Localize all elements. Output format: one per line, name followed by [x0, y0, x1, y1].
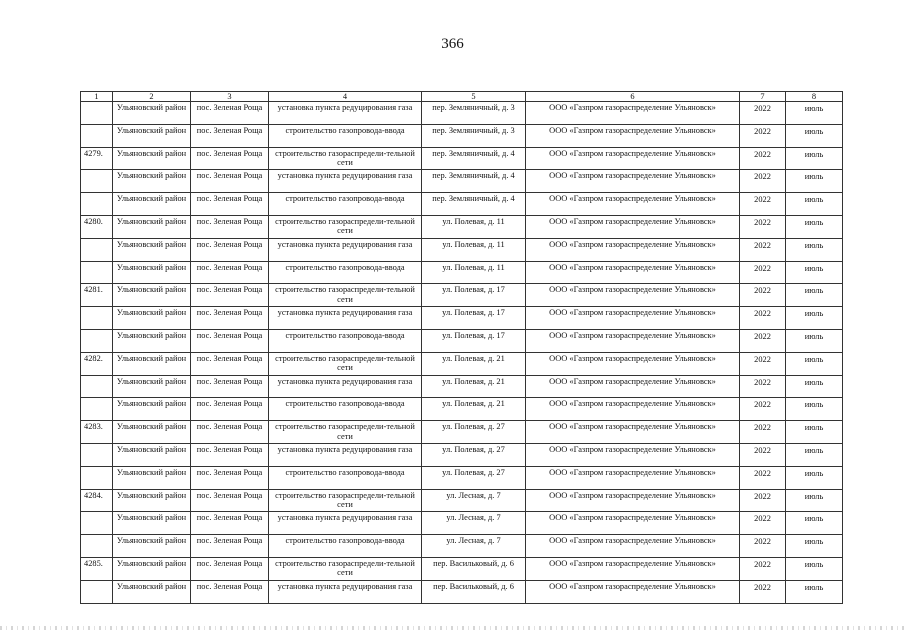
address-cell: пер. Земляничный, д. 4	[422, 170, 526, 193]
row-number-cell: 4279.	[81, 147, 113, 170]
month-cell: июль	[786, 443, 843, 466]
address-cell: ул. Полевая, д. 21	[422, 352, 526, 375]
organization-cell: ООО «Газпром газораспределение Ульяновск»	[526, 512, 740, 535]
month-cell: июль	[786, 421, 843, 444]
table-row	[81, 307, 843, 330]
month-cell: июль	[786, 102, 843, 125]
row-number-cell	[81, 329, 113, 352]
work-type-cell: строительство газораспредели-тельной сети	[269, 284, 422, 307]
address-cell: ул. Полевая, д. 27	[422, 466, 526, 489]
organization-cell: ООО «Газпром газораспределение Ульяновск»	[526, 443, 740, 466]
settlement-cell: пос. Зеленая Роща	[191, 352, 269, 375]
settlement-cell: пос. Зеленая Роща	[191, 147, 269, 170]
table-row	[81, 466, 843, 489]
address-cell: ул. Полевая, д. 27	[422, 421, 526, 444]
row-number-cell	[81, 512, 113, 535]
row-number-cell: 4284.	[81, 489, 113, 512]
work-type-cell: установка пункта редуцирования газа	[269, 512, 422, 535]
table-row	[81, 512, 843, 535]
table-row	[81, 421, 843, 444]
month-cell: июль	[786, 329, 843, 352]
month-cell: июль	[786, 215, 843, 238]
work-type-cell: установка пункта редуцирования газа	[269, 443, 422, 466]
settlement-cell: пос. Зеленая Роща	[191, 512, 269, 535]
table-row	[81, 193, 843, 216]
row-number-cell	[81, 102, 113, 125]
district-cell: Ульяновский район	[113, 102, 191, 125]
work-type-cell: установка пункта редуцирования газа	[269, 238, 422, 261]
page-number: 366	[441, 36, 464, 52]
year-cell: 2022	[740, 512, 786, 535]
table-row	[81, 284, 843, 307]
organization-cell: ООО «Газпром газораспределение Ульяновск»	[526, 398, 740, 421]
work-type-cell: строительство газораспредели-тельной сети	[269, 557, 422, 580]
settlement-cell: пос. Зеленая Роща	[191, 489, 269, 512]
column-header: 6	[526, 92, 740, 102]
month-cell: июль	[786, 466, 843, 489]
address-cell: ул. Полевая, д. 21	[422, 375, 526, 398]
scan-edge-artifact	[0, 626, 905, 630]
table-row	[81, 261, 843, 284]
month-cell: июль	[786, 557, 843, 580]
settlement-cell: пос. Зеленая Роща	[191, 557, 269, 580]
organization-cell: ООО «Газпром газораспределение Ульяновск»	[526, 170, 740, 193]
table-row	[81, 580, 843, 603]
address-cell: пер. Земляничный, д. 4	[422, 193, 526, 216]
year-cell: 2022	[740, 535, 786, 558]
work-type-cell: строительство газопровода-ввода	[269, 124, 422, 147]
district-cell: Ульяновский район	[113, 215, 191, 238]
organization-cell: ООО «Газпром газораспределение Ульяновск»	[526, 466, 740, 489]
row-number-cell: 4280.	[81, 215, 113, 238]
year-cell: 2022	[740, 329, 786, 352]
address-cell: ул. Полевая, д. 27	[422, 443, 526, 466]
table-row	[81, 147, 843, 170]
year-cell: 2022	[740, 489, 786, 512]
organization-cell: ООО «Газпром газораспределение Ульяновск»	[526, 557, 740, 580]
work-type-cell: строительство газопровода-ввода	[269, 329, 422, 352]
district-cell: Ульяновский район	[113, 124, 191, 147]
column-header: 8	[786, 92, 843, 102]
month-cell: июль	[786, 580, 843, 603]
organization-cell: ООО «Газпром газораспределение Ульяновск»	[526, 215, 740, 238]
settlement-cell: пос. Зеленая Роща	[191, 329, 269, 352]
year-cell: 2022	[740, 215, 786, 238]
address-cell: ул. Полевая, д. 21	[422, 398, 526, 421]
district-cell: Ульяновский район	[113, 147, 191, 170]
month-cell: июль	[786, 398, 843, 421]
district-cell: Ульяновский район	[113, 421, 191, 444]
settlement-cell: пос. Зеленая Роща	[191, 170, 269, 193]
table-row	[81, 124, 843, 147]
organization-cell: ООО «Газпром газораспределение Ульяновск»	[526, 375, 740, 398]
address-cell: ул. Полевая, д. 17	[422, 329, 526, 352]
settlement-cell: пос. Зеленая Роща	[191, 535, 269, 558]
row-number-cell: 4283.	[81, 421, 113, 444]
column-header: 2	[113, 92, 191, 102]
register-table	[80, 91, 843, 604]
month-cell: июль	[786, 124, 843, 147]
work-type-cell: строительство газопровода-ввода	[269, 261, 422, 284]
work-type-cell: установка пункта редуцирования газа	[269, 170, 422, 193]
district-cell: Ульяновский район	[113, 284, 191, 307]
settlement-cell: пос. Зеленая Роща	[191, 443, 269, 466]
work-type-cell: строительство газораспредели-тельной сети	[269, 489, 422, 512]
table-row	[81, 535, 843, 558]
organization-cell: ООО «Газпром газораспределение Ульяновск»	[526, 261, 740, 284]
district-cell: Ульяновский район	[113, 557, 191, 580]
year-cell: 2022	[740, 102, 786, 125]
address-cell: пер. Васильковый, д. 6	[422, 580, 526, 603]
settlement-cell: пос. Зеленая Роща	[191, 124, 269, 147]
organization-cell: ООО «Газпром газораспределение Ульяновск»	[526, 489, 740, 512]
address-cell: ул. Полевая, д. 17	[422, 284, 526, 307]
column-header: 4	[269, 92, 422, 102]
organization-cell: ООО «Газпром газораспределение Ульяновск»	[526, 124, 740, 147]
column-number-row	[81, 92, 843, 102]
table-row	[81, 398, 843, 421]
work-type-cell: установка пункта редуцирования газа	[269, 102, 422, 125]
year-cell: 2022	[740, 193, 786, 216]
row-number-cell	[81, 443, 113, 466]
row-number-cell	[81, 193, 113, 216]
column-header: 1	[81, 92, 113, 102]
work-type-cell: установка пункта редуцирования газа	[269, 375, 422, 398]
district-cell: Ульяновский район	[113, 489, 191, 512]
settlement-cell: пос. Зеленая Роща	[191, 102, 269, 125]
month-cell: июль	[786, 193, 843, 216]
address-cell: ул. Лесная, д. 7	[422, 489, 526, 512]
address-cell: пер. Земляничный, д. 3	[422, 124, 526, 147]
district-cell: Ульяновский район	[113, 535, 191, 558]
work-type-cell: строительство газопровода-ввода	[269, 466, 422, 489]
work-type-cell: строительство газораспредели-тельной сети	[269, 147, 422, 170]
work-type-cell: строительство газопровода-ввода	[269, 193, 422, 216]
organization-cell: ООО «Газпром газораспределение Ульяновск»	[526, 421, 740, 444]
table-row	[81, 557, 843, 580]
district-cell: Ульяновский район	[113, 580, 191, 603]
month-cell: июль	[786, 352, 843, 375]
row-number-cell	[81, 375, 113, 398]
year-cell: 2022	[740, 580, 786, 603]
table-row	[81, 489, 843, 512]
row-number-cell	[81, 307, 113, 330]
address-cell: ул. Полевая, д. 11	[422, 215, 526, 238]
table-row	[81, 443, 843, 466]
address-cell: пер. Земляничный, д. 4	[422, 147, 526, 170]
row-number-cell	[81, 124, 113, 147]
settlement-cell: пос. Зеленая Роща	[191, 421, 269, 444]
district-cell: Ульяновский район	[113, 329, 191, 352]
organization-cell: ООО «Газпром газораспределение Ульяновск»	[526, 147, 740, 170]
month-cell: июль	[786, 284, 843, 307]
settlement-cell: пос. Зеленая Роща	[191, 307, 269, 330]
district-cell: Ульяновский район	[113, 193, 191, 216]
settlement-cell: пос. Зеленая Роща	[191, 398, 269, 421]
year-cell: 2022	[740, 421, 786, 444]
year-cell: 2022	[740, 307, 786, 330]
month-cell: июль	[786, 375, 843, 398]
organization-cell: ООО «Газпром газораспределение Ульяновск»	[526, 580, 740, 603]
month-cell: июль	[786, 307, 843, 330]
year-cell: 2022	[740, 466, 786, 489]
work-type-cell: строительство газопровода-ввода	[269, 398, 422, 421]
work-type-cell: установка пункта редуцирования газа	[269, 580, 422, 603]
row-number-cell: 4285.	[81, 557, 113, 580]
district-cell: Ульяновский район	[113, 375, 191, 398]
table-row	[81, 170, 843, 193]
address-cell: ул. Лесная, д. 7	[422, 512, 526, 535]
row-number-cell	[81, 466, 113, 489]
organization-cell: ООО «Газпром газораспределение Ульяновск»	[526, 352, 740, 375]
settlement-cell: пос. Зеленая Роща	[191, 238, 269, 261]
organization-cell: ООО «Газпром газораспределение Ульяновск»	[526, 535, 740, 558]
district-cell: Ульяновский район	[113, 466, 191, 489]
district-cell: Ульяновский район	[113, 443, 191, 466]
table-row	[81, 215, 843, 238]
district-cell: Ульяновский район	[113, 170, 191, 193]
year-cell: 2022	[740, 557, 786, 580]
month-cell: июль	[786, 489, 843, 512]
column-header: 7	[740, 92, 786, 102]
district-cell: Ульяновский район	[113, 261, 191, 284]
work-type-cell: строительство газораспредели-тельной сети	[269, 215, 422, 238]
row-number-cell	[81, 398, 113, 421]
year-cell: 2022	[740, 284, 786, 307]
column-header: 3	[191, 92, 269, 102]
district-cell: Ульяновский район	[113, 352, 191, 375]
table-row	[81, 329, 843, 352]
organization-cell: ООО «Газпром газораспределение Ульяновск»	[526, 307, 740, 330]
settlement-cell: пос. Зеленая Роща	[191, 193, 269, 216]
table-row	[81, 375, 843, 398]
address-cell: ул. Полевая, д. 11	[422, 261, 526, 284]
month-cell: июль	[786, 170, 843, 193]
address-cell: пер. Васильковый, д. 6	[422, 557, 526, 580]
work-type-cell: строительство газораспредели-тельной сети	[269, 352, 422, 375]
organization-cell: ООО «Газпром газораспределение Ульяновск»	[526, 102, 740, 125]
month-cell: июль	[786, 512, 843, 535]
year-cell: 2022	[740, 375, 786, 398]
address-cell: ул. Полевая, д. 11	[422, 238, 526, 261]
table-row	[81, 352, 843, 375]
settlement-cell: пос. Зеленая Роща	[191, 375, 269, 398]
row-number-cell	[81, 261, 113, 284]
organization-cell: ООО «Газпром газораспределение Ульяновск»	[526, 238, 740, 261]
table-row	[81, 102, 843, 125]
year-cell: 2022	[740, 443, 786, 466]
organization-cell: ООО «Газпром газораспределение Ульяновск»	[526, 193, 740, 216]
work-type-cell: установка пункта редуцирования газа	[269, 307, 422, 330]
settlement-cell: пос. Зеленая Роща	[191, 215, 269, 238]
row-number-cell	[81, 238, 113, 261]
year-cell: 2022	[740, 352, 786, 375]
table-row	[81, 238, 843, 261]
district-cell: Ульяновский район	[113, 398, 191, 421]
month-cell: июль	[786, 535, 843, 558]
district-cell: Ульяновский район	[113, 512, 191, 535]
work-type-cell: строительство газораспредели-тельной сети	[269, 421, 422, 444]
row-number-cell	[81, 535, 113, 558]
year-cell: 2022	[740, 398, 786, 421]
year-cell: 2022	[740, 170, 786, 193]
settlement-cell: пос. Зеленая Роща	[191, 261, 269, 284]
row-number-cell	[81, 170, 113, 193]
month-cell: июль	[786, 261, 843, 284]
settlement-cell: пос. Зеленая Роща	[191, 580, 269, 603]
settlement-cell: пос. Зеленая Роща	[191, 284, 269, 307]
district-cell: Ульяновский район	[113, 307, 191, 330]
year-cell: 2022	[740, 238, 786, 261]
row-number-cell: 4281.	[81, 284, 113, 307]
month-cell: июль	[786, 238, 843, 261]
settlement-cell: пос. Зеленая Роща	[191, 466, 269, 489]
column-header: 5	[422, 92, 526, 102]
work-type-cell: строительство газопровода-ввода	[269, 535, 422, 558]
address-cell: ул. Полевая, д. 17	[422, 307, 526, 330]
address-cell: пер. Земляничный, д. 3	[422, 102, 526, 125]
address-cell: ул. Лесная, д. 7	[422, 535, 526, 558]
year-cell: 2022	[740, 124, 786, 147]
year-cell: 2022	[740, 261, 786, 284]
row-number-cell: 4282.	[81, 352, 113, 375]
organization-cell: ООО «Газпром газораспределение Ульяновск»	[526, 284, 740, 307]
year-cell: 2022	[740, 147, 786, 170]
organization-cell: ООО «Газпром газораспределение Ульяновск»	[526, 329, 740, 352]
district-cell: Ульяновский район	[113, 238, 191, 261]
row-number-cell	[81, 580, 113, 603]
month-cell: июль	[786, 147, 843, 170]
